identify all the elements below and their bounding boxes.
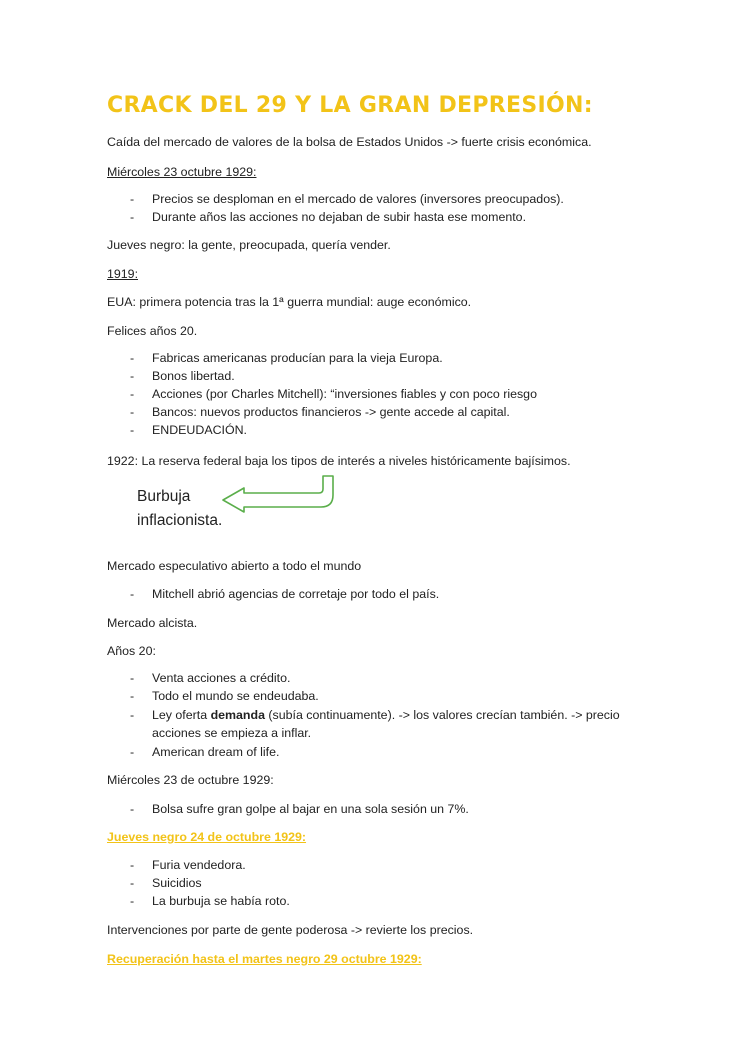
list-item: - Acciones (por Charles Mitchell): “inversiones fiables y con poco riesgo	[130, 387, 537, 401]
list-item: - Bolsa sufre gran golpe al bajar en una sola sesión un 7%.	[130, 802, 469, 816]
miercoles2-text: Miércoles 23 de octubre 1929:	[107, 773, 274, 787]
mercado-especulativo-text: Mercado especulativo abierto a todo el mundo	[107, 559, 362, 573]
alcista-text: Mercado alcista.	[107, 616, 198, 630]
list-item: - Bancos: nuevos productos financieros -> gente accede al capital.	[130, 405, 510, 419]
anos20-text: Años 20:	[107, 644, 156, 658]
list-item: - Venta acciones a crédito.	[130, 671, 291, 685]
list-item: - La burbuja se había roto.	[130, 894, 290, 908]
burbuja-callout	[137, 485, 222, 533]
list-item: - Bonos libertad.	[130, 369, 235, 383]
list-item: - Furia vendedora.	[130, 858, 246, 872]
list-item: - American dream of life.	[130, 745, 280, 759]
jueves24-heading: Jueves negro 24 de octubre 1929:	[107, 830, 307, 844]
burbuja-line1: Burbuja	[137, 488, 191, 505]
list-item: - Mitchell abrió agencias de corretaje por todo el país.	[130, 587, 440, 601]
list-item: - Durante años las acciones no dejaban de subir hasta ese momento.	[130, 210, 527, 224]
intro-text: Caída del mercado de valores de la bolsa de Estados Unidos -> fuerte crisis económica.	[107, 135, 592, 149]
page-title: CRACK DEL 29 Y LA GRAN DEPRESIÓN:	[107, 93, 593, 118]
list-item: - Ley oferta demanda (subía continuamente). -> los valores crecían también. -> precio acciones se empieza a inflar.	[130, 708, 620, 740]
burbuja-line2: inflacionista.	[137, 512, 223, 529]
intervenciones-text: Intervenciones por parte de gente poderosa -> revierte los precios.	[107, 923, 474, 937]
reserva-text: 1922: La reserva federal baja los tipos de interés a niveles históricamente bajísimos.	[107, 454, 571, 468]
felices-text: Felices años 20.	[107, 324, 198, 338]
list-item: - Suicidios	[130, 876, 202, 890]
jueves-negro-text: Jueves negro: la gente, preocupada, quería vender.	[107, 238, 391, 252]
section-heading-miercoles: Miércoles 23 octubre 1929:	[107, 165, 257, 179]
list-item: - ENDEUDACIÓN.	[130, 423, 248, 437]
curved-arrow-icon	[220, 473, 340, 513]
eua-text: EUA: primera potencia tras la 1ª guerra mundial: auge económico.	[107, 295, 472, 309]
list-item: - Precios se desploman en el mercado de valores (inversores preocupados).	[130, 192, 564, 206]
section-heading-1919: 1919:	[107, 267, 139, 281]
list-item: - Fabricas americanas producían para la vieja Europa.	[130, 351, 443, 365]
list-item: - Todo el mundo se endeudaba.	[130, 689, 319, 703]
recuperacion-heading: Recuperación hasta el martes negro 29 octubre 1929:	[107, 952, 422, 966]
